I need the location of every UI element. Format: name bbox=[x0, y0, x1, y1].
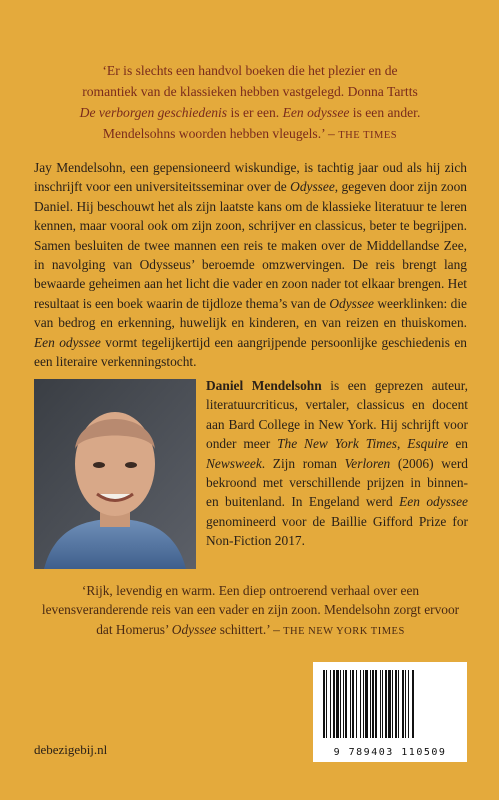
bio-text-1: is een geprezen auteur, literatuurcriticus, vertaler, classicus en docent aan Bard College in New York. Hij schrijft voor onder meer bbox=[206, 378, 468, 452]
blurb-italic-3: Een odyssee bbox=[34, 334, 101, 350]
bio-text-6: genomineerd voor de Baillie Gifford Prize for Non-Fiction 2017. bbox=[206, 513, 468, 549]
author-photo bbox=[34, 379, 196, 569]
bio-italic-verloren: Verloren bbox=[344, 455, 391, 471]
quote-line-2: romantiek van de klassieken hebben vastgelegd. Donna Tartts bbox=[82, 84, 418, 99]
bio-italic-odyssey: Een odyssee bbox=[399, 494, 468, 510]
top-review-quote bbox=[40, 60, 460, 146]
bottom-quote-text: ‘Rijk, levendig en warm. Een diep ontroerend verhaal over een levensveranderende reis van een vader en zijn zoon. Mendelsohn zorgt ervoor dat Homerus’ bbox=[41, 583, 460, 637]
bio-italic-newsweek: Newsweek bbox=[206, 455, 262, 471]
bio-text-2: , bbox=[397, 436, 408, 452]
blurb-text-4: vormt tegelijkertijd een aangrijpende persoonlijke geschiedenis en een literaire verkenningstocht. bbox=[34, 334, 467, 370]
barcode-digits: 9 789403 110509 bbox=[333, 747, 447, 758]
quote-line-3-end: is een ander. bbox=[349, 105, 421, 120]
blurb-text-1: Jay Mendelsohn, een gepensioneerd wiskundige, is tachtig jaar oud als hij zich inschrijft voor een universiteitsseminar over de bbox=[34, 160, 467, 195]
bio-text-5: (2006) werd bekroond met verschillende prijzen in binnen- en buitenland. In Engeland werd bbox=[206, 455, 468, 510]
isbn-barcode bbox=[313, 662, 467, 762]
bottom-review-quote bbox=[34, 581, 467, 641]
publisher-website: debezigebij.nl bbox=[34, 742, 108, 757]
author-name: Daniel Mendelsohn bbox=[206, 378, 322, 393]
quote-line-4: Mendelsohns woorden hebben vleugels.’ – bbox=[102, 126, 339, 141]
author-bio bbox=[206, 376, 468, 551]
bio-text-3: en bbox=[448, 436, 468, 452]
quote-line-3-mid: is er een. bbox=[227, 105, 283, 120]
bio-text-4: . Zijn roman bbox=[261, 455, 345, 471]
bio-italic-nyt: The New York Times bbox=[277, 436, 397, 452]
book-description bbox=[34, 158, 467, 371]
bottom-quote-italic: Odyssee bbox=[171, 621, 217, 637]
bottom-quote-source: THE NEW YORK TIMES bbox=[283, 625, 405, 637]
quote-source: THE TIMES bbox=[338, 130, 398, 141]
blurb-text-2: , gegeven door zijn zoon Daniel. Hij beschouwt het als zijn laatste kans om de klassieke literatuur te leren kennen, maar vooral ook om zijn zoon, schrijver en classicus, beter te begrijpen. Samen besluiten de twee mannen een reis te maken over de Middellandse Zee, in navolging van Odysseus’ beroemde omzwervingen. De reis brengt lang bewaarde geheimen aan het licht die vader en zoon nader tot elkaar brengen. Het resultaat is een boek waarin de tijdloze thema’s van de bbox=[34, 179, 467, 311]
blurb-italic-2: Odyssee bbox=[329, 295, 374, 311]
book-title-secret-history: De verborgen geschiedenis bbox=[79, 105, 228, 120]
barcode-bars bbox=[313, 662, 467, 746]
blurb-text-3: weerklinken: die van bedrog en erkenning, huwelijk en kinderen, en van reizen en thuiskomen. bbox=[34, 295, 467, 331]
bottom-quote-end: schittert.’ – bbox=[216, 621, 284, 637]
book-title-odyssey: Een odyssee bbox=[282, 105, 350, 120]
quote-line-1: ‘Er is slechts een handvol boeken die het plezier en de bbox=[102, 63, 398, 78]
bio-italic-esquire: Esquire bbox=[407, 436, 449, 452]
blurb-italic-1: Odyssee bbox=[290, 179, 335, 195]
